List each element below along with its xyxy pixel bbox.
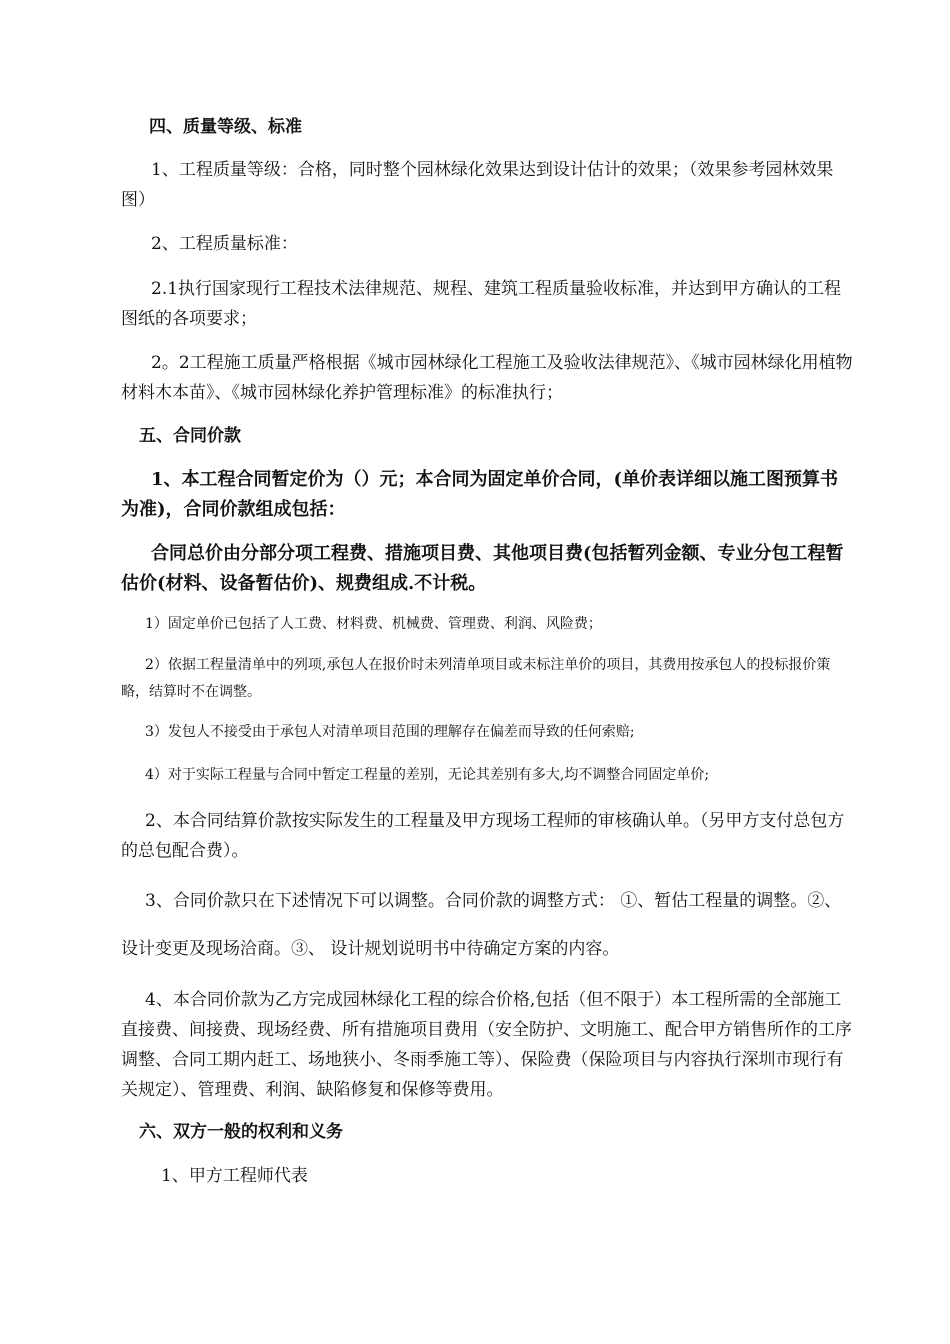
paragraph-comprehensive-price: 4、本合同价款为乙方完成园林绿化工程的综合价格,包括（但不限于）本工程所需的全部施工直接费、间接费、现场经费、所有措施项目费用（安全防护、文明施工、配合甲方销售所作的工序调整、合同工期内赶工、场地狭小、冬雨季施工等）、保险费（保险项目与内容执行深圳市现行有关规定）、管理费、利润、缺陷修复和保修等费用。: [121, 990, 852, 1100]
paragraph-price-composition: 合同总价由分部分项工程费、措施项目费、其他项目费(包括暂列金额、专业分包工程暂估价(材料、设备暂估价)、规费组成.不计税。: [121, 543, 844, 594]
paragraph-settlement: 2、本合同结算价款按实际发生的工程量及甲方现场工程师的审核确认单。（另甲方支付总包方的总包配合费）。: [121, 811, 845, 861]
list-item-quantity-difference: 4）对于实际工程量与合同中暂定工程量的差别，无论其差别有多大,均不调整合同固定单价;: [145, 767, 710, 783]
section-heading-rights: 六、双方一般的权利和义务: [139, 1122, 343, 1142]
list-item-fixed-price: 1）固定单价已包括了人工费、材料费、机械费、管理费、利润、风险费；: [145, 616, 602, 632]
paragraph-quality-grade: 1、工程质量等级：合格，同时整个园林绿化效果达到设计估计的效果；（效果参考园林效果图）: [121, 160, 834, 210]
section-heading-price: 五、合同价款: [139, 426, 241, 446]
paragraph-quality-standard: 2、工程质量标准：: [151, 234, 298, 254]
section-heading-quality: 四、质量等级、标准: [149, 117, 302, 137]
paragraph-price-adjustment: 3、合同价款只在下述情况下可以调整。合同价款的调整方式： ①、暂估工程量的调整。②、设计变更及现场洽商。③、 设计规划说明书中待确定方案的内容。: [121, 891, 842, 959]
paragraph-standard-2-2: 2。2工程施工质量严格根据《城市园林绿化工程施工及验收法律规范》、《城市园林绿化用植物材料木本苗》、《城市园林绿化养护管理标准》的标准执行；: [121, 353, 853, 403]
paragraph-standard-2-1: 2.1执行国家现行工程技术法律规范、规程、建筑工程质量验收标准，并达到甲方确认的工程图纸的各项要求；: [121, 279, 842, 329]
paragraph-price-provisional: 1、本工程合同暂定价为（）元；本合同为固定单价合同，(单价表详细以施工图预算书为准)，合同价款组成包括：: [121, 469, 839, 520]
paragraph-engineer-representative: 1、甲方工程师代表: [161, 1166, 308, 1186]
list-item-claims: 3）发包人不接受由于承包人对清单项目范围的理解存在偏差而导致的任何索赔;: [145, 724, 635, 740]
list-item-quantity-list: 2）依据工程量清单中的列项,承包人在报价时未列清单项目或未标注单价的项目，其费用按承包人的投标报价策略，结算时不在调整。: [121, 657, 831, 700]
